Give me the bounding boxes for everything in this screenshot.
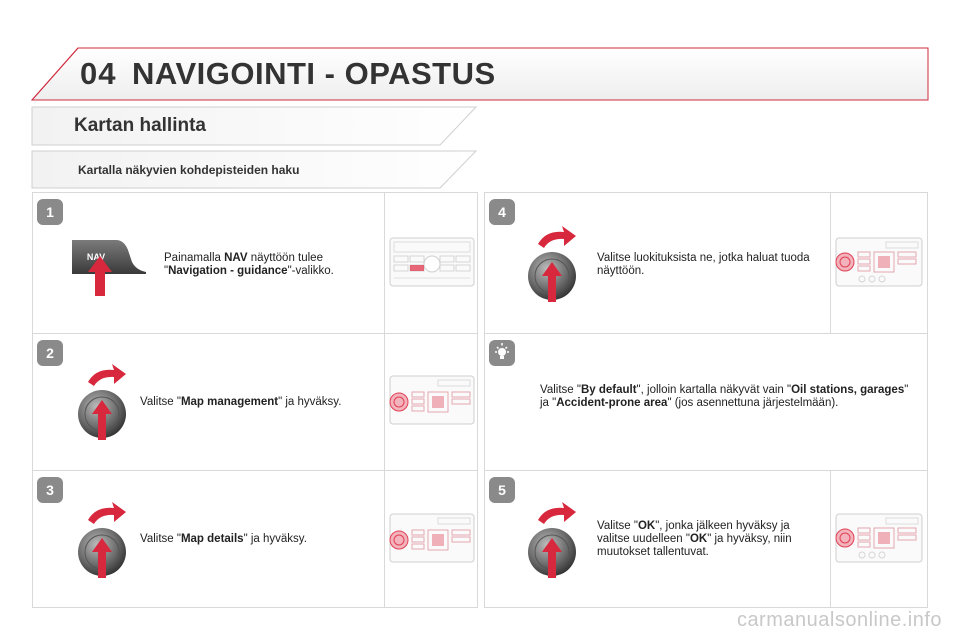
header-banner	[0, 0, 960, 110]
step-number-4: 4	[498, 204, 506, 220]
watermark: carmanualsonline.info	[736, 609, 942, 631]
tip-text-part: Valitse "	[540, 384, 581, 396]
step-badge-5	[488, 476, 516, 504]
option-ok: OK	[689, 533, 708, 545]
right-image-divider	[830, 192, 831, 334]
step-number-1: 1	[46, 204, 54, 220]
right-image-divider	[830, 470, 831, 608]
menu-name-map-management: Map management	[180, 396, 279, 408]
nav-term: NAV	[224, 252, 248, 264]
step-4-text-part: Valitse luokituksista ne, jotka haluat tuoda näyttöön.	[597, 252, 810, 277]
step-number-3: 3	[46, 482, 54, 498]
audio-unit-nav-button-highlight	[388, 234, 476, 290]
tip-text-part: " (jos asennettuna järjestelmään).	[667, 397, 839, 409]
step-1-text-part: Painamalla	[164, 252, 225, 264]
audio-unit-knob-highlight	[388, 510, 476, 566]
step-5-text	[597, 520, 822, 559]
option-accident-prone-area: Accident-prone area	[556, 397, 668, 409]
audio-unit-knob-highlight	[388, 372, 476, 428]
step-5-text-part: ", jonka jälkeen hyväksy ja valitse uudelleen "	[597, 520, 790, 545]
menu-name-map-details: Map details	[180, 533, 244, 545]
audio-unit-knob-highlight	[834, 234, 924, 290]
step-badge-1	[36, 198, 64, 226]
step-number-5: 5	[498, 482, 506, 498]
tip-text-part: ", jolloin kartalla näkyvät vain "	[636, 384, 792, 396]
step-3-text-part: Valitse "	[140, 533, 181, 545]
step-5-text-part: Valitse "	[597, 520, 638, 532]
step-badge-4	[488, 198, 516, 226]
rotary-knob-press-icon	[74, 362, 138, 442]
section-title-frame	[0, 100, 480, 200]
step-3-text-part: " ja hyväksy.	[243, 533, 307, 545]
menu-name-navigation-guidance: Navigation - guidance	[168, 265, 288, 277]
option-by-default: By default	[580, 384, 637, 396]
step-5-text-part: " ja hyväksy, niin muutokset tallentuvat.	[597, 533, 792, 558]
audio-unit-knob-highlight	[834, 510, 924, 566]
chapter-number: 04	[80, 56, 117, 91]
rotary-knob-press-icon	[74, 500, 138, 580]
option-oil-stations-garages: Oil stations, garages	[791, 384, 905, 396]
rotary-knob-press-icon	[524, 500, 588, 580]
step-1-text-part: näyttöön tulee "	[164, 252, 323, 277]
step-1-text-part: "-valikko.	[287, 265, 334, 277]
step-3-text	[140, 533, 380, 546]
section-title: Kartan hallinta	[74, 115, 206, 136]
step-2-text-part: Valitse "	[140, 396, 181, 408]
tip-text-part: " ja "	[540, 384, 909, 409]
tip-lightbulb-icon	[488, 339, 516, 367]
section-subtitle: Kartalla näkyvien kohdepisteiden haku	[78, 163, 300, 177]
left-image-divider	[384, 192, 385, 608]
step-number-2: 2	[46, 345, 54, 361]
step-4-text	[597, 252, 812, 278]
step-2-text-part: " ja hyväksy.	[278, 396, 342, 408]
step-2-text	[140, 396, 380, 409]
page-title: NAVIGOINTI - OPASTUS	[132, 56, 496, 91]
step-1-text	[164, 252, 374, 278]
nav-key-label: NAV	[86, 252, 106, 262]
step-badge-2	[36, 339, 64, 367]
step-badge-3	[36, 476, 64, 504]
option-ok: OK	[637, 520, 656, 532]
tip-text	[540, 384, 910, 410]
nav-key-press-illustration	[66, 236, 150, 300]
rotary-knob-press-icon	[524, 224, 588, 304]
